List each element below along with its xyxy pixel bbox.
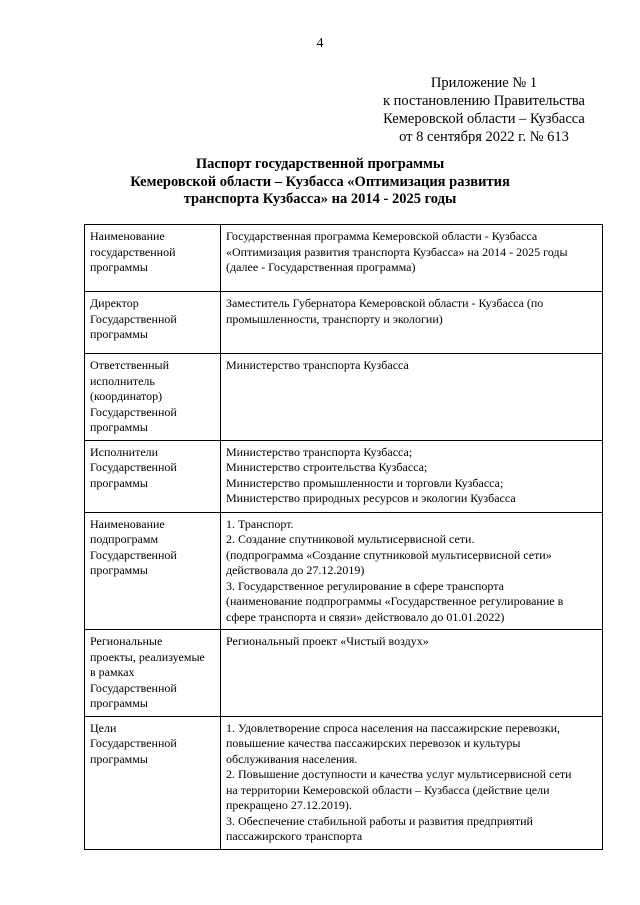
- appendix-line: Кемеровской области – Кузбасса: [383, 111, 585, 127]
- appendix-line: от 8 сентября 2022 г. № 613: [399, 129, 569, 145]
- label-line: программы: [90, 696, 148, 710]
- row-label: [85, 630, 221, 717]
- label-line: программы: [90, 327, 148, 341]
- value-line: Министерство природных ресурсов и экологии Кузбасса: [226, 491, 516, 505]
- label-line: программы: [90, 563, 148, 577]
- value-line: (наименование подпрограммы «Государственное регулирование в: [226, 594, 564, 608]
- row-label: [85, 292, 221, 354]
- appendix-line: к постановлению Правительства: [383, 93, 585, 109]
- label-line: Наименование: [90, 516, 165, 531]
- value-line: сфере транспорта и связи» действовало до 01.01.2022): [226, 609, 505, 624]
- value-line: Региональный проект «Чистый воздух»: [226, 634, 429, 648]
- table-row: [85, 292, 603, 354]
- value-line: Министерство транспорта Кузбасса;: [226, 444, 413, 459]
- table-row: [85, 225, 603, 292]
- row-label: [85, 225, 221, 292]
- value-line: действовала до 27.12.2019): [226, 563, 365, 577]
- label-line: программы: [90, 751, 148, 766]
- label-line: (координатор): [90, 389, 163, 403]
- label-line: подпрограмм: [90, 532, 159, 546]
- label-line: Государственной: [90, 680, 177, 695]
- value-line: 3. Государственное регулирование в сфере транспорта: [226, 578, 504, 593]
- row-value: [221, 630, 603, 717]
- value-line: повышение качества пассажирских перевозок и культуры: [226, 736, 521, 750]
- value-line: 2. Повышение доступности и качества услуг мультисервисной сети: [226, 767, 572, 781]
- passport-table: [84, 224, 603, 850]
- label-line: Государственной: [90, 736, 177, 750]
- value-line: Министерство промышленности и торговли Кузбасса;: [226, 475, 504, 490]
- title-line: транспорта Кузбасса» на 2014 - 2025 годы: [183, 191, 457, 207]
- value-line: 2. Создание спутниковой мультисервисной сети.: [226, 532, 475, 546]
- table-row: [85, 354, 603, 441]
- value-line: (подпрограмма «Создание спутниковой мультисервисной сети»: [226, 547, 552, 562]
- value-line: 1. Транспорт.: [226, 516, 294, 531]
- value-line: обслуживания населения.: [226, 751, 358, 766]
- row-label: [85, 716, 221, 849]
- row-value: [221, 512, 603, 630]
- value-line: (далее - Государственная программа): [226, 260, 416, 274]
- table-row: [85, 440, 603, 512]
- label-line: программы: [90, 475, 148, 490]
- row-value: [221, 225, 603, 292]
- label-line: программы: [90, 420, 148, 434]
- title-line: Паспорт государственной программы: [195, 156, 445, 172]
- label-line: исполнитель: [90, 373, 155, 388]
- document-title: [80, 156, 560, 209]
- label-line: Государственной: [90, 547, 177, 562]
- label-line: программы: [90, 260, 148, 274]
- table-row: [85, 630, 603, 717]
- value-line: промышленности, транспорту и экологии): [226, 311, 443, 326]
- row-label: [85, 354, 221, 441]
- value-line: Министерство транспорта Кузбасса: [226, 358, 409, 372]
- label-line: государственной: [90, 244, 176, 259]
- row-value: [221, 440, 603, 512]
- label-line: Ответственный: [90, 358, 170, 372]
- row-value: [221, 354, 603, 441]
- row-label: [85, 512, 221, 630]
- value-line: Заместитель Губернатора Кемеровской области - Кузбасса (по: [226, 296, 544, 310]
- value-line: 1. Удовлетворение спроса населения на пассажирские перевозки,: [226, 720, 561, 735]
- title-line: Кемеровской области – Кузбасса «Оптимизация развития: [130, 173, 510, 190]
- appendix-header: [360, 74, 608, 146]
- table-row: [85, 512, 603, 630]
- label-line: Региональные: [90, 634, 163, 648]
- label-line: Директор: [90, 296, 139, 310]
- label-line: Государственной: [90, 404, 177, 419]
- table-row: [85, 716, 603, 849]
- label-line: Государственной: [90, 460, 177, 474]
- row-value: [221, 292, 603, 354]
- label-line: Цели: [90, 720, 117, 735]
- appendix-line: Приложение № 1: [430, 75, 538, 91]
- value-line: пассажирского транспорта: [226, 829, 363, 843]
- label-line: проекты, реализуемые: [90, 649, 205, 664]
- value-line: прекращено 27.12.2019).: [226, 798, 352, 812]
- value-line: на территории Кемеровской области – Кузбасса (действие цели: [226, 782, 550, 797]
- page-number: 4: [316, 36, 324, 51]
- row-value: [221, 716, 603, 849]
- row-label: [85, 440, 221, 512]
- label-line: Наименование: [90, 229, 165, 243]
- value-line: 3. Обеспечение стабильной работы и развития предприятий: [226, 813, 533, 828]
- label-line: Исполнители: [90, 444, 159, 459]
- label-line: в рамках: [90, 665, 135, 679]
- value-line: «Оптимизация развития транспорта Кузбасса» на 2014 - 2025 годы: [226, 244, 568, 259]
- value-line: Министерство строительства Кузбасса;: [226, 460, 428, 474]
- label-line: Государственной: [90, 311, 177, 326]
- value-line: Государственная программа Кемеровской области - Кузбасса: [226, 229, 538, 243]
